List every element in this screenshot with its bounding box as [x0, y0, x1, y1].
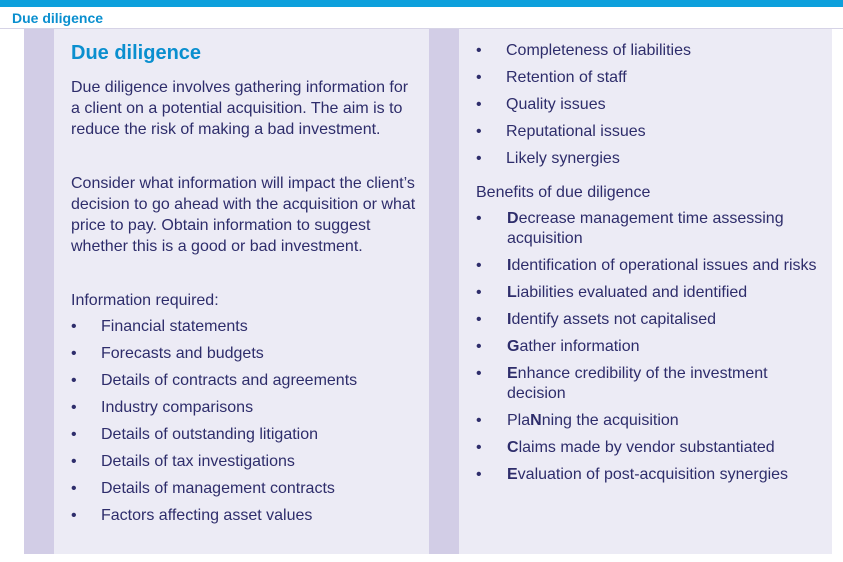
list-item-text: Details of management contracts: [101, 480, 335, 497]
bullet-icon: •: [71, 345, 77, 362]
list-item: [71, 479, 421, 499]
benefits-list: [476, 209, 826, 492]
bullet-icon: •: [476, 96, 482, 113]
benefit-text: [507, 283, 826, 303]
benefit-acronym-letter: D: [507, 210, 519, 227]
bullet-icon: •: [476, 365, 482, 382]
left-column-stripe: [24, 29, 54, 554]
list-item-text: Details of tax investigations: [101, 453, 295, 470]
bullet-icon: •: [476, 412, 482, 429]
benefit-item: [476, 411, 826, 431]
list-item: [476, 122, 826, 142]
benefit-text: [507, 256, 826, 276]
benefit-text-post: dentification of operational issues and risks: [511, 257, 817, 274]
benefit-acronym-letter: L: [507, 284, 517, 301]
benefit-item: [476, 283, 826, 303]
benefit-item: [476, 438, 826, 458]
bullet-icon: •: [476, 257, 482, 274]
bullet-icon: •: [476, 123, 482, 140]
list-item: [71, 425, 421, 445]
benefit-text-post: laims made by vendor substantiated: [518, 439, 775, 456]
benefit-acronym-letter: E: [507, 466, 518, 483]
bullet-icon: •: [71, 399, 77, 416]
information-required-list-continued: [476, 41, 826, 176]
list-item: [71, 317, 421, 337]
benefit-text-post: nhance credibility of the investment decision: [507, 365, 768, 402]
benefit-item: [476, 209, 826, 249]
bullet-icon: •: [476, 210, 482, 227]
information-required-heading: Information required:: [71, 292, 219, 309]
list-item: [476, 68, 826, 88]
slide-header: [0, 7, 843, 29]
list-item: [71, 371, 421, 391]
benefit-text: [507, 411, 826, 431]
benefit-text: [507, 438, 826, 458]
list-item: [476, 149, 826, 169]
benefit-text-post: valuation of post-acquisition synergies: [517, 466, 789, 483]
list-item: [71, 506, 421, 526]
bullet-icon: •: [476, 42, 482, 59]
bullet-icon: •: [476, 284, 482, 301]
list-item-text: Details of outstanding litigation: [101, 426, 319, 443]
benefit-text: [507, 364, 826, 404]
right-column-stripe: [429, 29, 459, 554]
list-item-text: Reputational issues: [506, 123, 646, 140]
benefit-item: [476, 310, 826, 330]
benefit-text: [507, 310, 826, 330]
benefit-text-pre: Pla: [507, 412, 531, 429]
benefit-text: [507, 209, 826, 249]
list-item-text: Retention of staff: [506, 69, 627, 86]
benefit-text: [507, 337, 826, 357]
top-accent-bar: [0, 0, 843, 7]
benefit-text-post: iabilities evaluated and identified: [516, 284, 748, 301]
benefit-text: [507, 465, 826, 485]
list-item-text: Financial statements: [101, 318, 248, 335]
list-item-text: Likely synergies: [506, 150, 620, 167]
benefit-item: [476, 256, 826, 276]
list-item-text: Details of contracts and agreements: [101, 372, 358, 389]
benefit-text-post: dentify assets not capitalised: [511, 311, 717, 328]
benefit-acronym-letter: N: [530, 412, 542, 429]
page-title: Due diligence: [71, 42, 202, 64]
benefit-acronym-letter: E: [507, 365, 518, 382]
benefit-item: [476, 465, 826, 485]
list-item: [476, 95, 826, 115]
benefit-text-post: ning the acquisition: [541, 412, 679, 429]
bullet-icon: •: [476, 150, 482, 167]
list-item-text: Industry comparisons: [101, 399, 254, 416]
list-item: [71, 398, 421, 418]
bullet-icon: •: [476, 338, 482, 355]
list-item-text: Factors affecting asset values: [101, 507, 313, 524]
bullet-icon: •: [476, 311, 482, 328]
bullet-icon: •: [476, 466, 482, 483]
list-item: [476, 41, 826, 61]
benefit-acronym-letter: I: [507, 311, 512, 328]
consider-paragraph: Consider what information will impact the client’s decision to go ahead with the acquisition or what price to pay. Obtain information to suggest whether this is a good or bad investment.: [71, 175, 416, 255]
list-item-text: Quality issues: [506, 96, 606, 113]
benefit-item: [476, 337, 826, 357]
benefit-text-post: ecrease management time assessing acquisition: [507, 210, 784, 247]
benefits-heading: Benefits of due diligence: [476, 184, 651, 201]
benefit-acronym-letter: I: [507, 257, 512, 274]
bullet-icon: •: [476, 69, 482, 86]
benefit-acronym-letter: C: [507, 439, 519, 456]
benefit-text-post: ather information: [519, 338, 640, 355]
information-required-list: [71, 317, 421, 533]
bullet-icon: •: [71, 507, 77, 524]
benefit-acronym-letter: G: [507, 338, 520, 355]
header-title: Due diligence: [12, 10, 104, 26]
bullet-icon: •: [71, 426, 77, 443]
bullet-icon: •: [71, 318, 77, 335]
bullet-icon: •: [71, 453, 77, 470]
bullet-icon: •: [71, 480, 77, 497]
list-item: [71, 344, 421, 364]
bullet-icon: •: [476, 439, 482, 456]
bullet-icon: •: [71, 372, 77, 389]
list-item-text: Forecasts and budgets: [101, 345, 264, 362]
list-item: [71, 452, 421, 472]
benefit-item: [476, 364, 826, 404]
list-item-text: Completeness of liabilities: [506, 42, 691, 59]
intro-paragraph: Due diligence involves gathering information for a client on a potential acquisition. The aim is to reduce the risk of making a bad investment.: [71, 79, 409, 138]
